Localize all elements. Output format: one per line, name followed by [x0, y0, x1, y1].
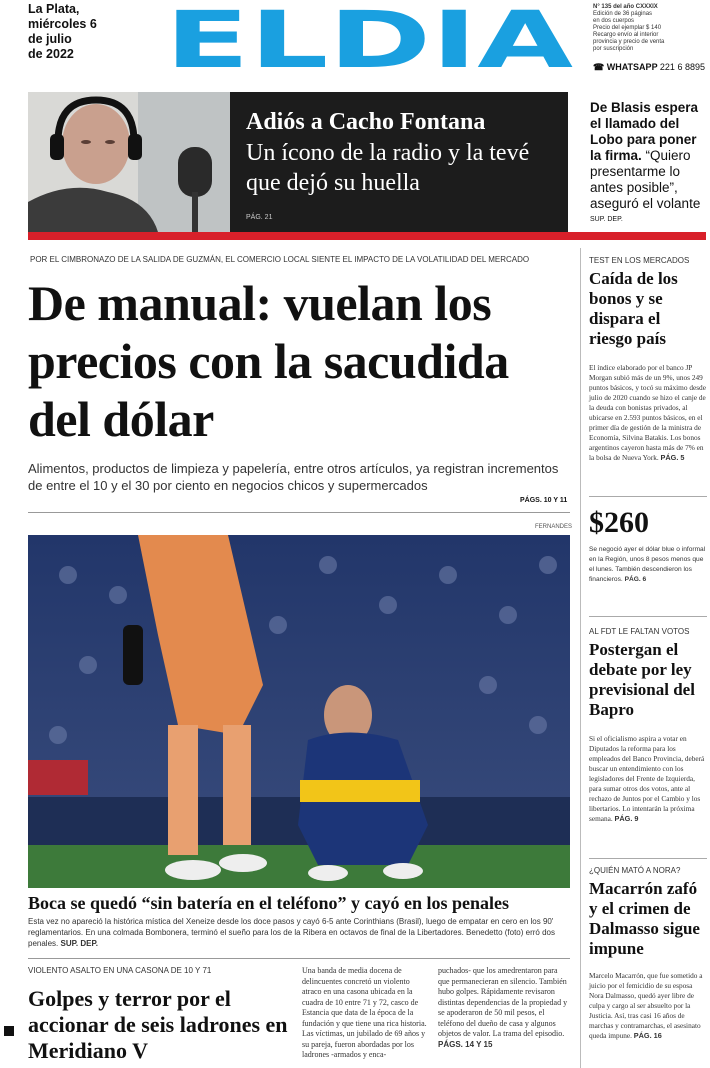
cacho-fontana-photo — [28, 92, 230, 232]
divider — [589, 496, 707, 497]
right-body: Se negoció ayer el dólar blue o informal en la Región, unos 8 pesos menos que el lunes. También descendieron los financieros. PÁG. 6 — [589, 546, 706, 583]
main-kicker: POR EL CIMBRONAZO DE LA SALIDA DE GUZMÁN, EL COMERCIO LOCAL SIENTE EL IMPACTO DE LA VOLATILIDAD DEL MERCADO — [30, 255, 530, 264]
top-story-headline[interactable]: Adiós a Cacho Fontana — [246, 109, 486, 135]
right-headline[interactable]: Macarrón zafó y el crimen de Dalmasso sigue impune — [589, 879, 700, 958]
red-divider — [28, 232, 706, 240]
issue-info: N° 135 del año CXXXIX Edición de 36 páginas en dos cuerpos Precio del ejemplar $ 140 Recargo envío al interior provincia y precio de venta por suscripción — [593, 4, 665, 52]
dolar-value: $260 — [589, 506, 649, 539]
right-story-macarron[interactable] — [589, 866, 707, 1041]
right-kicker: AL FDT LE FALTAN VOTOS — [589, 627, 690, 636]
bottom-body-col2: puchados- que los amedrentaron para que permanecieran en silencio. También hubo golpes. Rápidamente revisaron distintas dependencias de la propiedad y se apoderaron de 50 mil pesos, el teléfono del dueño de casa y algunos objetos de valor. La trama del episodio. PÁGS. 14 Y 15 — [438, 966, 568, 1049]
column-rule — [580, 248, 581, 1068]
divider — [28, 958, 570, 959]
logo-text: ELDIA — [165, 7, 573, 73]
right-headline[interactable]: Postergan el debate por ley previsional del Bapro — [589, 640, 695, 719]
photo-caption-headline[interactable]: Boca se quedó “sin batería en el teléfono” y cayó en los penales — [28, 893, 509, 913]
right-story-bonos[interactable] — [589, 256, 707, 463]
bottom-body-col1: Una banda de media docena de delincuentes concretó un violento atraco en una casona ubicada en la cuadra de 10 entre 71 y 72, casco de Estancia que data de la época de la fundación y que tiene una rica historia. Las víctimas, un jubilado de 69 años y su pareja, fueron abordadas por los ladrones -armados y enca- — [302, 966, 427, 1059]
whatsapp-contact[interactable]: ☎ WHATSAPP 221 6 8895 — [593, 62, 705, 72]
right-story-bapro[interactable] — [589, 627, 707, 824]
top-story-subheadline: Un ícono de la radio y la tevé que dejó su huella — [246, 140, 530, 196]
whatsapp-icon: ☎ — [593, 62, 605, 72]
eldia-logo[interactable] — [163, 7, 575, 73]
date-location: La Plata, miércoles 6 de julio de 2022 — [28, 2, 97, 61]
divider — [28, 512, 570, 513]
bullet-square-icon — [4, 1026, 14, 1036]
bottom-headline[interactable]: Golpes y terror por el accionar de seis ladrones en Meridiano V — [28, 986, 288, 1063]
side-top-bold: De Blasis espera el llamado del Lobo para poner la firma. — [590, 100, 699, 163]
right-body: El índice elaborado por el banco JP Morgan subió más de un 9%, unos 249 puntos básicos, y tocó su máximo desde julio de 2020 cuando se hizo el canje de la deuda con bonistas privados, al ubicarse en 2.593 puntos básicos, en el primer día de gestión de la ministra de Economía, Silvina Batakis. Los bonos argentinos cayeron hasta más de 7% en la bolsa de Nueva York. PÁG. 5 — [589, 363, 706, 462]
right-kicker: TEST EN LOS MERCADOS — [589, 256, 690, 265]
right-body: Marcelo Macarrón, que fue sometido a juicio por el femicidio de su esposa Nora Dalmasso, quedó ayer libre de culpa y cargo al ser absuelto por la Justicia. Así, tras casi 16 años de marchas y contramarchas, el asesinato queda impune. PÁG. 16 — [589, 971, 703, 1040]
main-headline[interactable]: De manual: vuelan los precios con la sacudida del dólar — [28, 275, 509, 447]
side-top-story[interactable] — [590, 100, 706, 212]
photo-caption-body: Esta vez no apareció la histórica mística del Xeneize desde los doce pasos y cayó 6-5 ante Corinthians (Brasil), luego de empatar en cero en los 90' reglamentarios. En una colmada Bombonera, terminó el sueño para los de la Ribera en octavos de final de la Libertadores. Benedetto (foto) erró dos penales. SUP. DEP. — [28, 917, 555, 948]
side-top-text: “Quiero presentarme lo antes posible”, aseguró el volante — [590, 148, 701, 211]
side-top-section: SUP. DEP. — [590, 216, 623, 223]
main-page: PÁGS. 10 Y 11 — [520, 497, 568, 504]
right-story-dolar[interactable] — [589, 505, 707, 585]
right-headline[interactable]: Caída de los bonos y se dispara el riesgo país — [589, 269, 678, 348]
right-kicker: ¿QUIÉN MATÓ A NORA? — [589, 866, 681, 875]
divider — [589, 616, 707, 617]
divider — [589, 858, 707, 859]
right-body: Si el oficialismo aspira a votar en Diputados la reforma para los empleados del Banco Provincia, deberá buscar un entendimiento con los legisladores del Frente de Izquierda, para sumar otros dos votos, ante al rechazo de Juntos por el Cambio y los libertarios. Lo intentarán la próxima semana. PÁG. 9 — [589, 734, 705, 823]
top-story-page: PÁG. 21 — [246, 214, 273, 221]
boca-match-photo[interactable] — [28, 535, 570, 888]
main-deck: Alimentos, productos de limpieza y papelería, entre otros artículos, ya registran incrementos de entre el 10 y el 30 por ciento en negocios chicos y supermercados — [28, 461, 559, 493]
bottom-kicker: VIOLENTO ASALTO EN UNA CASONA DE 10 Y 71 — [28, 966, 212, 975]
photo-credit: FERNANDES — [535, 524, 573, 530]
